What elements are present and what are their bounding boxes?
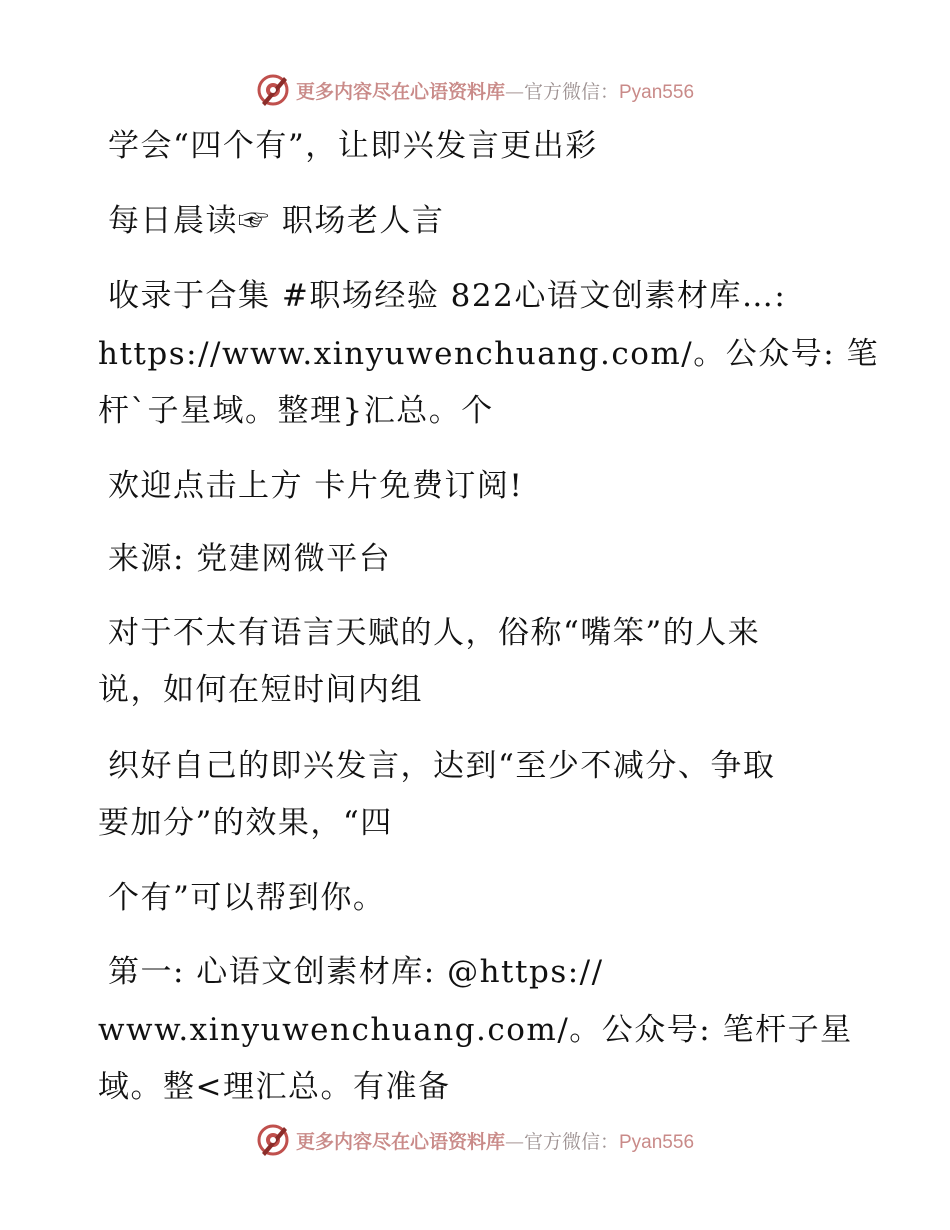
- text-line: 欢迎点击上方 卡片免费订阅!: [108, 468, 524, 504]
- text-line: 杆`子星域。整理}汇总。个: [98, 393, 494, 429]
- watermark-text: [296, 1127, 694, 1154]
- text-line: www.xinyuwenchuang.com/。公众号: 笔杆子星: [98, 1012, 853, 1048]
- text-line: 织好自己的即兴发言，达到“至少不减分、争取: [108, 748, 776, 784]
- pen-logo-icon: [256, 1123, 290, 1157]
- text-line: 要加分”的效果，“四: [98, 805, 393, 841]
- watermark-main: 更多内容尽在心语资料库: [295, 1130, 505, 1153]
- watermark-wechat-label: 官方微信：: [523, 80, 619, 103]
- watermark-header: [0, 70, 950, 110]
- watermark-wechat-label: 官方微信：: [523, 1130, 619, 1153]
- text-line: 来源: 党建网微平台: [108, 541, 392, 577]
- watermark-text: [296, 77, 694, 104]
- watermark-separator: —: [504, 1130, 524, 1153]
- text-line: 收录于合集 #职场经验 822心语文创素材库…:: [108, 278, 787, 314]
- text-line: 对于不太有语言天赋的人，俗称“嘴笨”的人来: [108, 615, 761, 651]
- watermark-wechat-id: Pyan556: [619, 81, 695, 103]
- text-line: 说，如何在短时间内组: [98, 672, 423, 708]
- watermark-main: 更多内容尽在心语资料库: [295, 80, 505, 103]
- text-line: https://www.xinyuwenchuang.com/。公众号: 笔: [98, 336, 880, 372]
- text-line: 个有”可以帮到你。: [108, 880, 386, 916]
- watermark-wechat-id: Pyan556: [619, 1131, 695, 1153]
- watermark-footer: [0, 1120, 950, 1160]
- text-line: 第一: 心语文创素材库: @https://: [108, 954, 604, 990]
- article-title: 学会“四个有”，让即兴发言更出彩: [108, 128, 598, 164]
- text-line: 每日晨读☞ 职场老人言: [108, 203, 445, 239]
- pen-logo-icon: [256, 73, 290, 107]
- text-line: 域。整<理汇总。有准备: [98, 1069, 451, 1105]
- watermark-separator: —: [504, 80, 524, 103]
